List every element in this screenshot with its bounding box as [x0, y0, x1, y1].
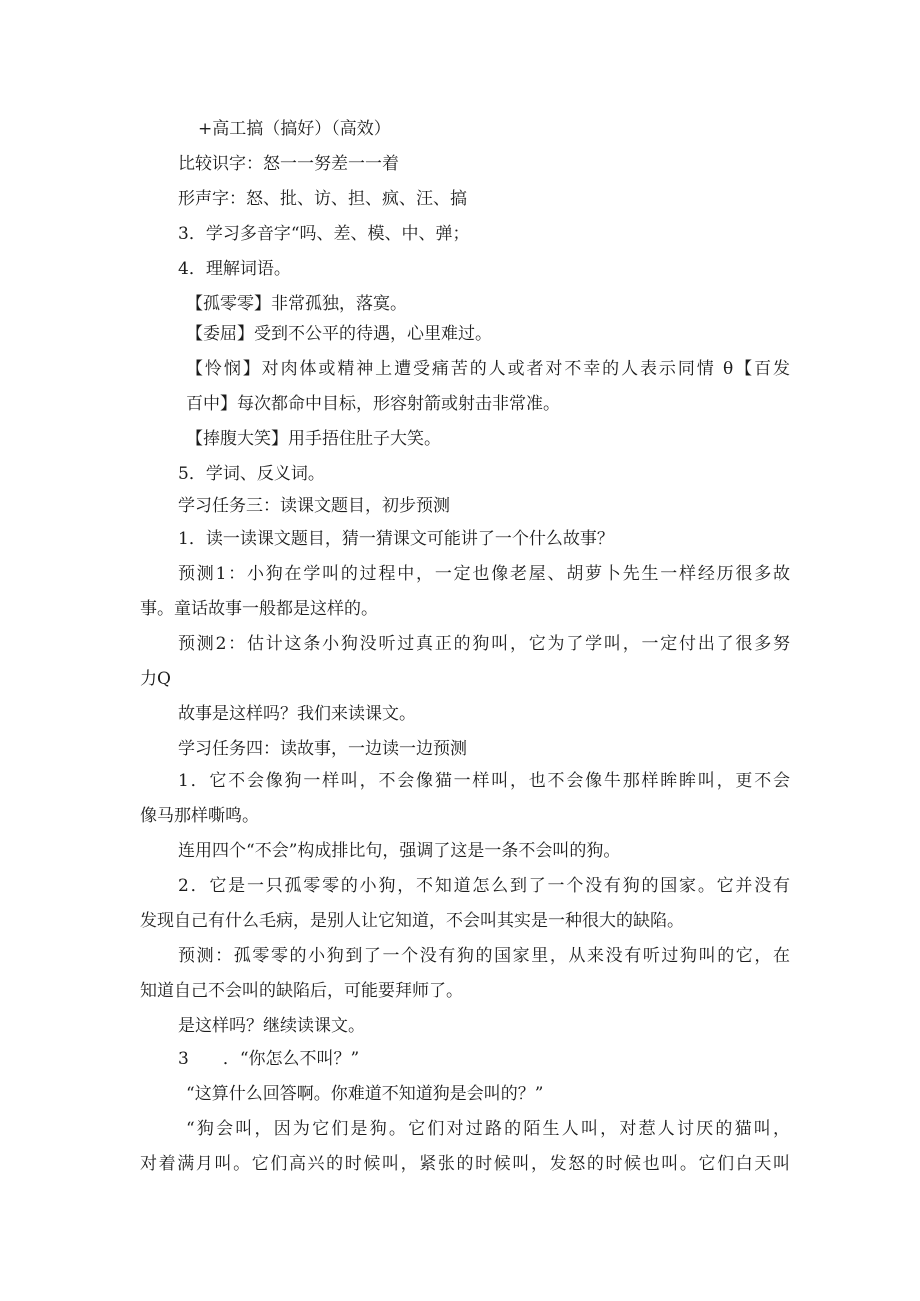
text-line: 1．读一读课文题目，猜一猜课文可能讲了一个什么故事？ [178, 529, 614, 549]
text-line: 连用四个“不会”构成排比句，强调了这是一条不会叫的狗。 [178, 841, 621, 861]
text-line: 发现自己有什么毛病，是别人让它知道，不会叫其实是一种很大的缺陷。 [140, 911, 684, 931]
text-line: 学习任务三：读课文题目，初步预测 [178, 496, 450, 516]
text-line: 1．它不会像狗一样叫，不会像猫一样叫，也不会像牛那样眸眸叫，更不会 [178, 771, 790, 791]
text-line: 【孤零零】非常孤独，落寞。 [186, 294, 407, 314]
text-line: 形声字：怒、批、访、担、疯、汪、搞 [178, 189, 467, 209]
text-line: 5．学词、反义词。 [178, 464, 325, 484]
text-line: 3 ．“你怎么不叫？” [178, 1049, 360, 1069]
text-line: 预测：孤零零的小狗到了一个没有狗的国家里，从来没有听过狗叫的它，在 [178, 946, 790, 966]
text-line: 【怜悯】对肉体或精神上遭受痛苦的人或者对不幸的人表示同情 θ【百发 [186, 359, 790, 379]
text-line: “狗会叫，因为它们是狗。它们对过路的陌生人叫，对惹人讨厌的猫叫， [186, 1119, 790, 1139]
text-line: 预测1：小狗在学叫的过程中，一定也像老屋、胡萝卜先生一样经历很多故 [178, 564, 790, 584]
text-line: 预测2：估计这条小狗没听过真正的狗叫，它为了学叫，一定付出了很多努 [178, 634, 790, 654]
text-line: +高工搞（搞好）（高效） [198, 119, 391, 139]
text-line: 对着满月叫。它们高兴的时候叫，紧张的时候叫，发怒的时候也叫。它们白天叫 [140, 1154, 790, 1174]
text-line: 像马那样嘶鸣。 [140, 806, 259, 826]
text-line: 2．它是一只孤零零的小狗，不知道怎么到了一个没有狗的国家。它并没有 [178, 876, 790, 896]
text-line: 是这样吗？继续读课文。 [178, 1016, 365, 1036]
text-line: 【捧腹大笑】用手捂住肚子大笑。 [186, 429, 441, 449]
text-line: “这算什么回答啊。你难道不知道狗是会叫的？” [186, 1084, 544, 1104]
text-line: 【委屈】受到不公平的待遇，心里难过。 [186, 324, 492, 344]
text-line: 知道自己不会叫的缺陷后，可能要拜师了。 [140, 981, 463, 1001]
text-line: 3．学习多音字“吗、差、模、中、弹； [178, 224, 470, 244]
text-line: 百中】每次都命中目标，形容射箭或射击非常准。 [186, 394, 560, 414]
text-line: 事。童话故事一般都是这样的。 [140, 599, 378, 619]
text-line: 4．理解词语。 [178, 259, 291, 279]
text-line: 学习任务四：读故事，一边读一边预测 [178, 739, 467, 759]
text-line: 力Q [140, 669, 171, 689]
text-line: 故事是这样吗？我们来读课文。 [178, 704, 416, 724]
text-line: 比较识字：怒一一努差一一着 [178, 154, 399, 174]
